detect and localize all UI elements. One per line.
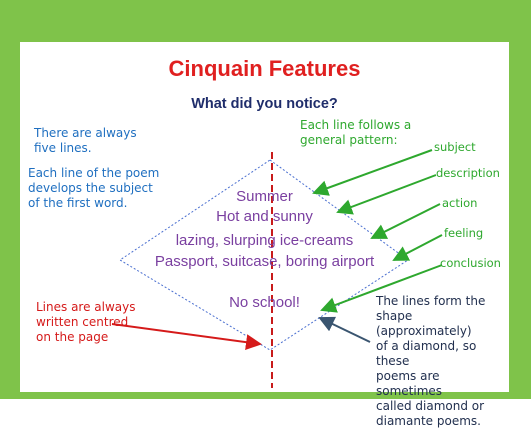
note-develops-subject: Each line of the poem develops the subject of the first word.	[28, 166, 160, 210]
page-title: Cinquain Features	[168, 56, 361, 81]
poem-line-5: No school!	[229, 294, 300, 311]
note-diamond-shape: The lines form the shape (approximately) of a diamond, so these poems are sometimes called diamond or diamante poems.	[376, 294, 486, 428]
label-description: description	[436, 166, 500, 180]
label-subject: subject	[434, 140, 476, 154]
note-five-lines: There are always five lines.	[34, 126, 137, 155]
poem-line-1: Summer	[236, 188, 293, 205]
note-general-pattern: Each line follows a general pattern:	[300, 118, 412, 147]
poem-line-2: Hot and sunny	[216, 208, 313, 225]
label-conclusion: conclusion	[440, 256, 501, 270]
slide	[20, 42, 509, 428]
note-lines-centred: Lines are always written centred on the page	[36, 300, 136, 344]
label-action: action	[442, 196, 478, 210]
arrow-diamond	[320, 318, 370, 342]
subtitle: What did you notice?	[191, 96, 338, 112]
poem-line-4: Passport, suitcase, boring airport	[154, 253, 375, 270]
arrow-subject	[314, 150, 432, 193]
poem-line-3: lazing, slurping ice-creams	[175, 232, 354, 249]
label-feeling: feeling	[444, 226, 484, 240]
